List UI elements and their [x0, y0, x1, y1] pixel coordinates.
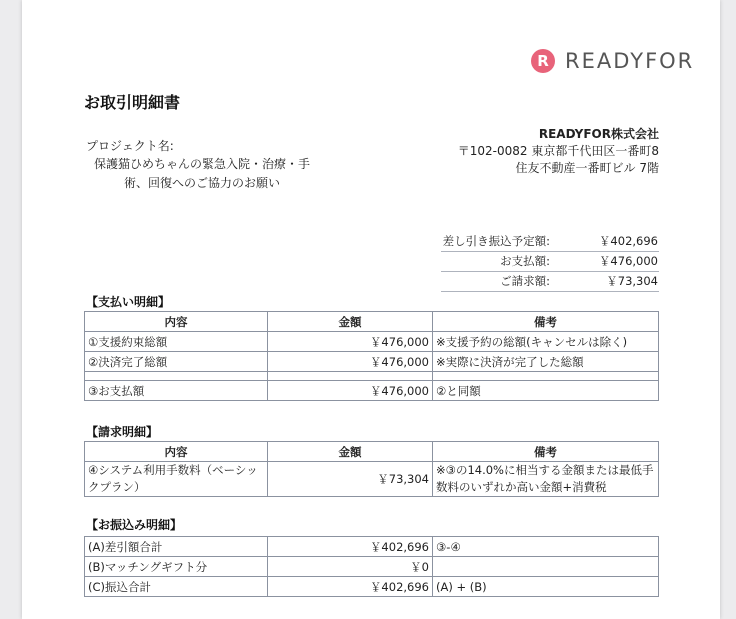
- company-info: [458, 126, 659, 177]
- spacer-cell: [433, 372, 659, 381]
- spacer-cell: [268, 372, 433, 381]
- header-note: 備考: [433, 312, 659, 332]
- company-address-line1: 〒102-0082 東京都千代田区一番町8: [457, 144, 659, 158]
- row-amount: ￥402,696: [268, 577, 433, 597]
- header-note: 備考: [433, 442, 659, 462]
- header-amount: 金額: [268, 442, 433, 462]
- summary-row-transfer: [441, 232, 659, 252]
- payment-table: [84, 311, 659, 401]
- readyfor-logo: [531, 49, 694, 73]
- billing-section-title: 【請求明細】: [86, 425, 159, 439]
- transfer-table: [84, 536, 659, 597]
- row-amount: ￥73,304: [268, 462, 433, 497]
- summary-label: 差し引き振込予定額:: [442, 234, 550, 248]
- page-title: お取引明細書: [84, 93, 181, 112]
- row-content: (C)振込合計: [85, 577, 268, 597]
- summary-box: [441, 232, 659, 292]
- project-name: 保護猫ひめちゃんの緊急入院・治療・手術、回復へのご協力のお願い: [93, 157, 310, 190]
- table-row: [85, 352, 659, 372]
- header-content: 内容: [85, 312, 268, 332]
- table-row: [85, 381, 659, 401]
- table-header-row: [85, 312, 659, 332]
- billing-table: [84, 441, 659, 497]
- row-content: ④システム利用手数料（ベーシックプラン）: [85, 462, 268, 497]
- header-content: 内容: [85, 442, 268, 462]
- table-row: [85, 537, 659, 557]
- row-content: ②決済完了総額: [85, 352, 268, 372]
- header-amount: 金額: [268, 312, 433, 332]
- summary-label: ご請求額:: [500, 274, 550, 288]
- table-row: [85, 557, 659, 577]
- row-note: (A) + (B): [433, 577, 659, 597]
- table-row: [85, 462, 659, 497]
- table-spacer-row: [85, 372, 659, 381]
- row-amount: ￥0: [268, 557, 433, 577]
- summary-label: お支払額:: [500, 254, 550, 268]
- summary-value: ￥73,304: [606, 274, 658, 288]
- table-row: [85, 332, 659, 352]
- summary-row-billing: [441, 272, 659, 292]
- spacer-cell: [85, 372, 268, 381]
- row-amount: ￥476,000: [268, 381, 433, 401]
- row-note: ②と同額: [433, 381, 659, 401]
- row-content: ③お支払額: [85, 381, 268, 401]
- summary-row-payment: [441, 252, 659, 272]
- row-note: [433, 557, 659, 577]
- summary-value: ￥402,696: [598, 234, 658, 248]
- row-note: ※実際に決済が完了した総額: [433, 352, 659, 372]
- row-note: ※③の14.0%に相当する金額または最低手数料のいずれか高い金額+消費税: [433, 462, 659, 497]
- table-header-row: [85, 442, 659, 462]
- row-amount: ￥402,696: [268, 537, 433, 557]
- readyfor-logo-mark: R: [531, 49, 555, 73]
- row-content: ①支援約束総額: [85, 332, 268, 352]
- row-note: ③-④: [433, 537, 659, 557]
- readyfor-logo-text: READYFOR: [565, 49, 695, 73]
- row-amount: ￥476,000: [268, 332, 433, 352]
- transfer-section-title: 【お振込み明細】: [86, 518, 183, 532]
- row-amount: ￥476,000: [268, 352, 433, 372]
- company-name: READYFOR株式会社: [538, 127, 659, 141]
- row-content: (A)差引額合計: [85, 537, 268, 557]
- table-row: [85, 577, 659, 597]
- payment-section-title: 【支払い明細】: [86, 295, 171, 309]
- row-note: ※支援予約の総額(キャンセルは除く): [433, 332, 659, 352]
- company-address-line2: 住友不動産一番町ビル 7階: [515, 161, 659, 175]
- project-label: プロジェクト名:: [86, 139, 174, 153]
- row-content: (B)マッチングギフト分: [85, 557, 268, 577]
- summary-value: ￥476,000: [598, 254, 658, 268]
